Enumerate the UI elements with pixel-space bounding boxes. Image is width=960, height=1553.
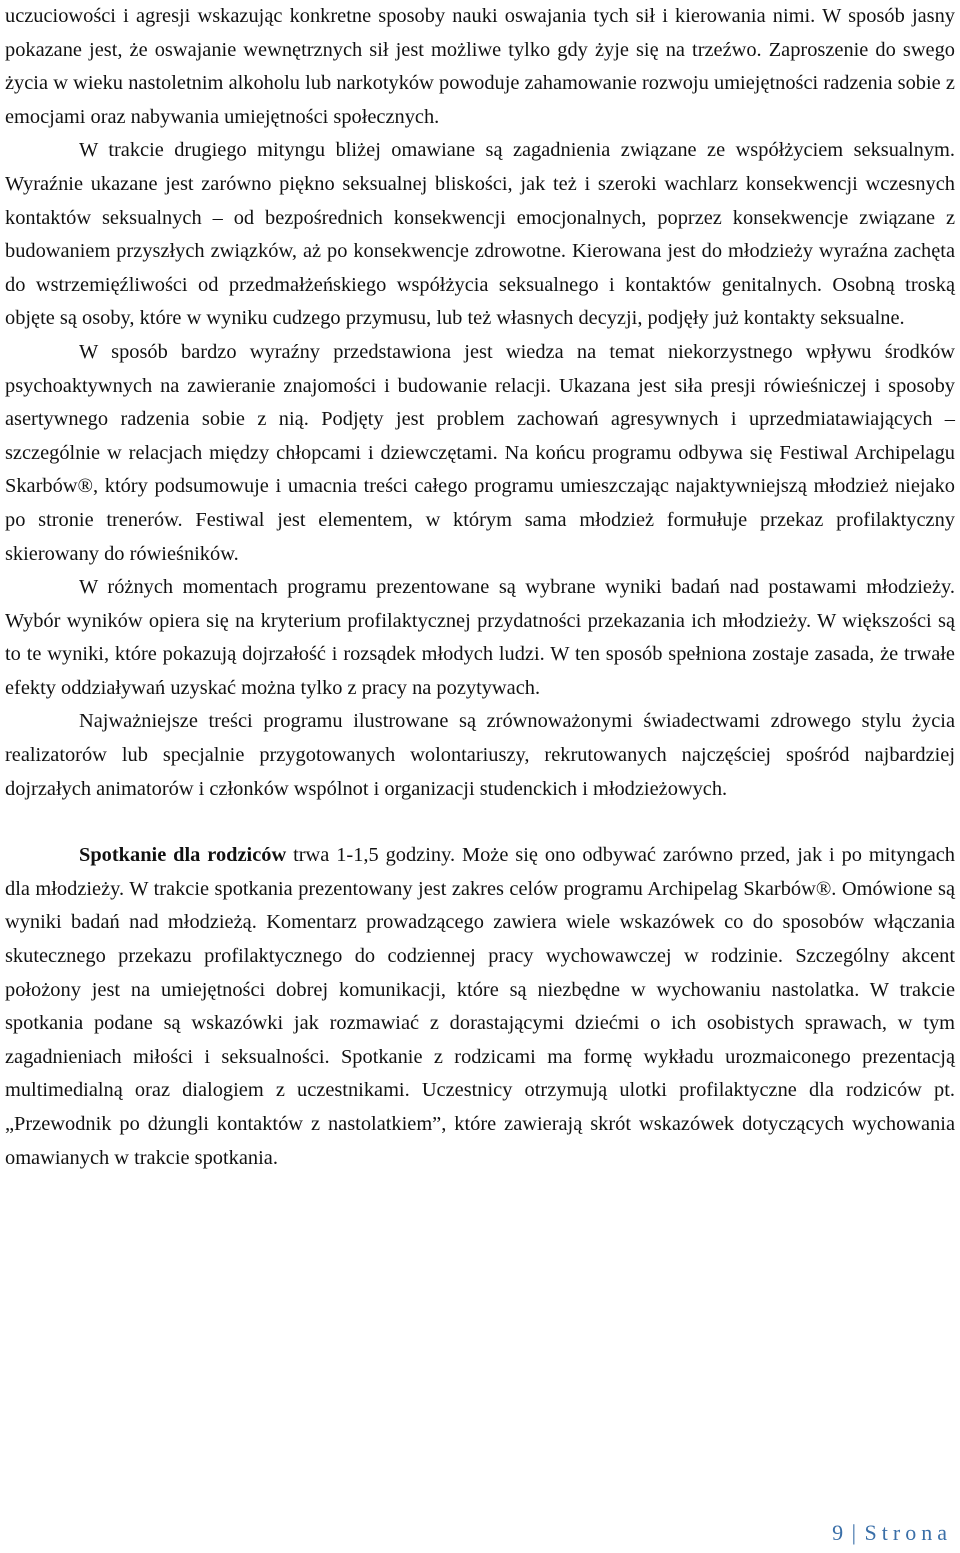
paragraph-research-results: W różnych momentach programu prezentowane są wybrane wyniki badań nad postawami młodzieży. Wybór wyników opiera się na kryterium profilaktycznej przydatności przekazania ich młodzieży. W większości są to te wyniki, które pokazują dojrzałość i rozsądek młodych ludzi. W ten sposób spełniona zostaje zasada, że trwałe efekty oddziaływań uzyskać można tylko z pracy na pozytywach. <box>5 576 955 699</box>
page-number: 9 <box>832 1520 844 1545</box>
parents-meeting-heading: Spotkanie dla rodziców <box>79 844 287 867</box>
paragraph-second-meeting: W trakcie drugiego mityngu bliżej omawiane są zagadnienia związane ze współżyciem seksualnym. Wyraźnie ukazane jest zarówno piękno seksualnej bliskości, jak też i szeroki wachlarz konsekwencji wczesnych kontaktów seksualnych – od bezpośrednich konsekwencji emocjonalnych, poprzez konsekwencje związane z budowaniem przyszłych związków, aż po konsekwencje zdrowotne. Kierowana jest do młodzieży wyraźna zachęta do wstrzemięźliwości od przedmałżeńskiego współżycia seksualnego i kontaktów genitalnych. Osobną troską objęte są osoby, które w wyniku cudzego przymusu, lub też własnych decyzji, podjęły już kontakty seksualne. <box>5 139 955 330</box>
footer-separator: | <box>851 1520 857 1545</box>
page-footer <box>832 1520 952 1546</box>
page-label: Strona <box>864 1520 952 1545</box>
paragraph-continuation: uczuciowości i agresji wskazując konkretne sposoby nauki oswajania tych sił i kierowania nimi. W sposób jasny pokazane jest, że oswajanie wewnętrznych sił jest możliwe tylko gdy żyje się na trzeźwo. Zaproszenie do swego życia w wieku nastoletnim alkoholu lub narkotyków powoduje zahamowanie rozwoju umiejętności radzenia sobie z emocjami oraz nabywania umiejętności społecznych. <box>5 5 955 128</box>
document-page <box>5 0 955 1175</box>
paragraph-testimonies: Najważniejsze treści programu ilustrowane są zrównoważonymi świadectwami zdrowego stylu życia realizatorów lub specjalnie przygotowanych wolontariuszy, rekrutowanych najczęściej spośród najbardziej dojrzałych animatorów i członków wspólnot i organizacji studenckich i młodzieżowych. <box>5 710 955 800</box>
paragraph-psychoactive: W sposób bardzo wyraźny przedstawiona jest wiedza na temat niekorzystnego wpływu środków psychoaktywnych na zawieranie znajomości i budowanie relacji. Ukazana jest siła presji rówieśniczej i sposoby asertywnego radzenia sobie z nią. Podjęty jest problem zachowań agresywnych i uprzedmiatawiających – szczególnie w relacjach między chłopcami i dziewczętami. Na końcu programu odbywa się Festiwal Archipelagu Skarbów®, który podsumowuje i umacnia treści całego programu umieszczając najaktywniejszą młodzież niejako po stronie trenerów. Festiwal jest elementem, w którym sama młodzież formułuje przekaz profilaktyczny skierowany do rówieśników. <box>5 340 955 565</box>
section-spacer <box>5 806 955 839</box>
paragraph-parents-meeting <box>5 839 955 1175</box>
parents-meeting-body: trwa 1-1,5 godziny. Może się ono odbywać zarówno przed, jak i po mityngach dla młodzieży. W trakcie spotkania prezentowany jest zakres celów programu Archipelag Skarbów®. Omówione są wyniki badań nad młodzieżą. Komentarz prowadzącego zawiera wiele wskazówek co do sposobów włączania skutecznego przekazu profilaktycznego do codziennej pracy wychowawczej w rodzinie. Szczególny akcent położony jest na umiejętności dobrej komunikacji, które są niezbędne w wychowaniu nastolatka. W trakcie spotkania podane są wskazówki jak rozmawiać z dorastającymi dziećmi o ich osobistych sprawach, w tym zagadnieniach miłości i seksualności. Spotkanie z rodzicami ma formę wykładu urozmaiconego prezentacją multimedialną oraz dialogiem z uczestnikami. Uczestnicy otrzymują ulotki profilaktyczne dla rodziców pt. „Przewodnik po dżungli kontaktów z nastolatkiem”, które zawierają skrót wskazówek dotyczących wychowania omawianych w trakcie spotkania. <box>5 844 955 1169</box>
